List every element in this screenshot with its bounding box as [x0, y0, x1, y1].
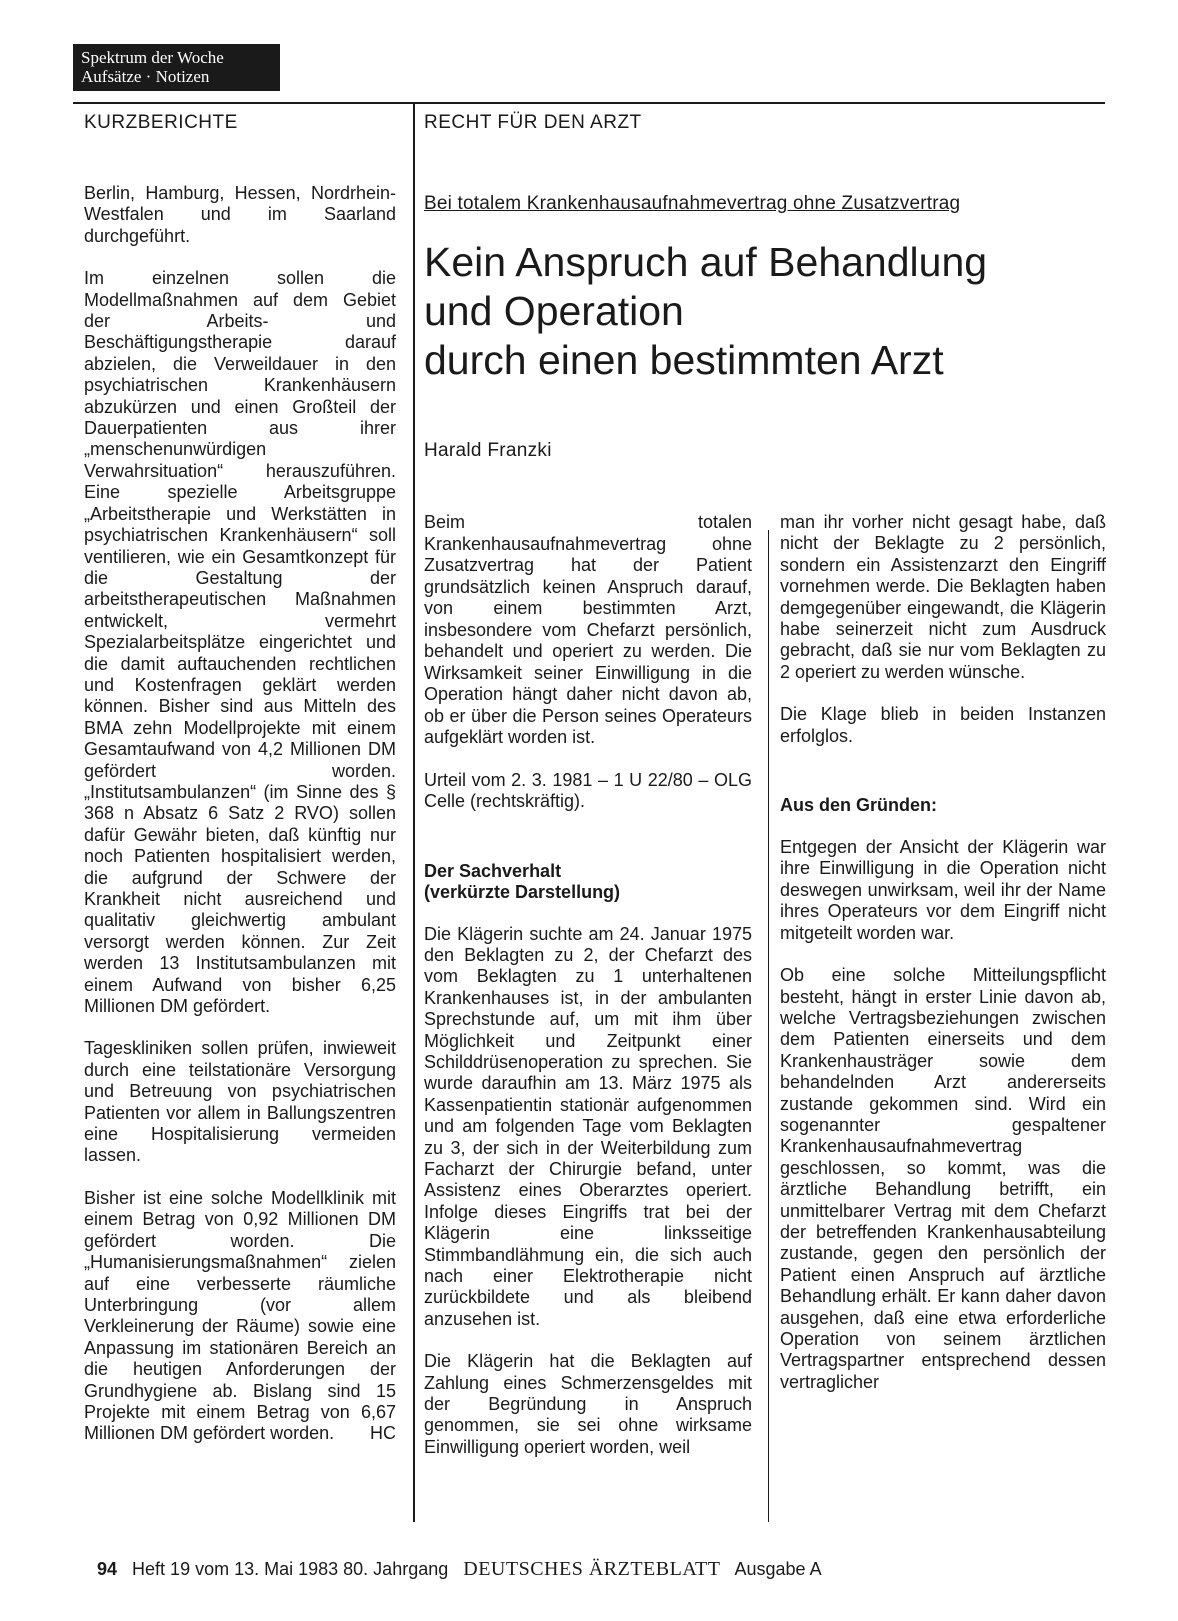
article-author: Harald Franzki [424, 440, 552, 461]
section-label-right: RECHT FÜR DEN ARZT [424, 112, 642, 133]
journal-name: DEUTSCHES ÄRZTEBLATT [463, 1558, 721, 1580]
subhead-sachverhalt: Der Sachverhalt [424, 860, 562, 881]
article-col2-paragraph-2: Die Klägerin hat die Beklagten auf Zahlung eines Schmerzensgeldes mit der Begründung in Anspruch genommen, sie sei ohne wirksame Einwilligung operiert worden, weil [424, 1351, 752, 1457]
page-footer [97, 1558, 822, 1581]
masthead [73, 44, 280, 91]
article-headline [424, 238, 987, 385]
article-column-2 [424, 512, 752, 1458]
headline-line-3: durch einen bestimmten Arzt [424, 337, 944, 383]
article-col3-paragraph-2: Die Klage blieb in beiden Instanzen erfolglos. [780, 704, 1106, 746]
article-lead: Beim totalen Krankenhausaufnahmevertrag ohne Zusatzvertrag hat der Patient grundsätzlich keinen Anspruch darauf, von einem bestimmten Arzt, insbesondere vom Chefarzt persönlich, behandelt und operiert zu werden. Die Wirksamkeit seiner Einwilligung in die Operation hängt daher nicht davon ab, ob er über die Person seines Operateurs aufgeklärt worden ist. [424, 512, 752, 747]
left-column [84, 183, 396, 1445]
article-col3-paragraph-1: man ihr vorher nicht gesagt habe, daß nicht der Beklagte zu 2 persönlich, sondern ein Assistenzarzt den Eingriff vornehmen werde. Die Beklagten haben demgegenüber eingewandt, die Klägerin habe seinerzeit nicht zum Ausdruck gebracht, daß sie nur vom Beklagten zu 2 operiert zu werden wünsche. [780, 512, 1106, 682]
page-number: 94 [97, 1559, 118, 1579]
left-paragraph-4 [84, 1188, 396, 1445]
left-paragraph-4-text: Bisher ist eine solche Modellklinik mit einem Betrag von 0,92 Millionen DM gefördert worden. Die „Humanisierungsmaßnahmen“ zielen auf eine verbesserte räumliche Unterbringung (vor allem Verkleinerung der Räume) sowie eine Anpassung im stationären Bereich an die heutigen Anforderungen der Grundhygiene ab. Bislang sind 15 Projekte mit einem Betrag von 6,67 Millionen DM gefördert worden. [84, 1187, 396, 1444]
article-col3-paragraph-4: Ob eine solche Mitteilungspflicht besteht, hängt in erster Linie davon ab, welche Vertragsbeziehungen zwischen dem Patienten einerseits und dem Krankenhausträger sowie dem behandelnden Arzt andererseits zustande gekommen sind. Wird ein sogenannter gespaltener Krankenhausaufnahmevertrag geschlossen, so kommt, was die ärztliche Behandlung betrifft, ein unmittelbarer Vertrag mit dem Chefarzt der betreffenden Krankenhausabteilung zustande, gegen den persönlich der Patient einen Anspruch auf ärztliche Behandlung erhält. Er kann daher davon ausgehen, daß eine etwa erforderliche Operation von seinem ärztlichen Vertragspartner entsprechend dessen vertraglicher [780, 965, 1106, 1392]
issue-info: Heft 19 vom 13. Mai 1983 80. Jahrgang [132, 1559, 449, 1579]
top-rule [73, 102, 1105, 104]
column-divider-right [768, 530, 769, 1522]
left-paragraph-3: Tageskliniken sollen prüfen, inwieweit durch eine teilstationäre Versorgung und Betreuung von psychiatrischen Patienten vor allem in Ballungszentren eine Hospitalisierung vermeiden lassen. [84, 1038, 396, 1166]
article-kicker: Bei totalem Krankenhausaufnahmevertrag ohne Zusatzvertrag [424, 193, 961, 214]
column-divider [413, 102, 415, 1522]
article-column-3 [780, 512, 1106, 1393]
masthead-line-1: Spektrum der Woche [81, 48, 224, 67]
subhead-gruende: Aus den Gründen: [780, 795, 937, 816]
left-paragraph-1: Berlin, Hamburg, Hessen, Nordrhein-Westfalen und im Saarland durchgeführt. [84, 183, 396, 246]
left-paragraph-2: Im einzelnen sollen die Modellmaßnahmen auf dem Gebiet der Arbeits- und Beschäftigungstherapie darauf abzielen, die Verweildauer in den psychiatrischen Krankenhäusern abzukürzen und einen Großteil der Dauerpatienten aus ihrer „menschenunwürdigen Verwahrsituation“ herauszuführen. Eine spezielle Arbeitsgruppe „Arbeitstherapie und Werkstätten in psychiatrischen Krankenhäusern“ soll ventilieren, wie ein Gesamtkonzept für die Gestaltung der arbeitstherapeutischen Maßnahmen entwickelt, vermehrt Spezialarbeitsplätze eingerichtet und die damit auftauchenden rechtlichen und Kostenfragen geklärt werden können. Bisher sind aus Mitteln des BMA zehn Modellprojekte mit einem Gesamtaufwand von 4,2 Millionen DM gefördert worden. „Institutsambulanzen“ (im Sinne des § 368 n Absatz 6 Satz 2 RVO) sollen dafür Gewähr bieten, daß künftig nur noch Patienten hospitalisiert werden, die aufgrund der Schwere der Krankheit nicht ausreichend und qualitativ gleichwertig ambulant versorgt werden können. Zur Zeit werden 13 Institutsambulanzen mit einem Aufwand von bisher 6,25 Millionen DM gefördert. [84, 268, 396, 1017]
masthead-line-2: Aufsätze · Notizen [81, 67, 210, 86]
headline-line-2: und Operation [424, 288, 684, 334]
headline-line-1: Kein Anspruch auf Behandlung [424, 239, 988, 285]
section-label-left: KURZBERICHTE [84, 112, 238, 133]
article-citation: Urteil vom 2. 3. 1981 – 1 U 22/80 – OLG Celle (rechtskräftig). [424, 769, 752, 811]
article-col3-paragraph-3: Entgegen der Ansicht der Klägerin war ihre Einwilligung in die Operation nicht deswegen unwirksam, weil ihr der Name ihres Operateurs vor dem Eingriff nicht mitgeteilt worden war. [780, 837, 1106, 943]
left-signature: HC [370, 1423, 396, 1444]
subhead-sachverhalt-2: (verkürzte Darstellung) [424, 881, 621, 902]
edition: Ausgabe A [734, 1559, 822, 1579]
article-col2-paragraph-1: Die Klägerin suchte am 24. Januar 1975 den Beklagten zu 2, der Chefarzt des vom Beklagten zu 1 unterhaltenen Krankenhauses ist, in der ambulanten Sprechstunde auf, um mit ihm über Möglichkeit und Zeitpunkt einer Schilddrüsenoperation zu sprechen. Sie wurde daraufhin am 13. März 1975 als Kassenpatientin stationär aufgenommen und am folgenden Tage vom Beklagten zu 3, der sich in der Weiterbildung zum Facharzt der Chirurgie befand, unter Assistenz eines Oberarztes operiert. Infolge dieses Eingriffs trat bei der Klägerin eine linksseitige Stimmbandlähmung ein, die sich auch nach einer Elektrotherapie nicht zurückbildete und als bleibend anzusehen ist. [424, 923, 752, 1329]
